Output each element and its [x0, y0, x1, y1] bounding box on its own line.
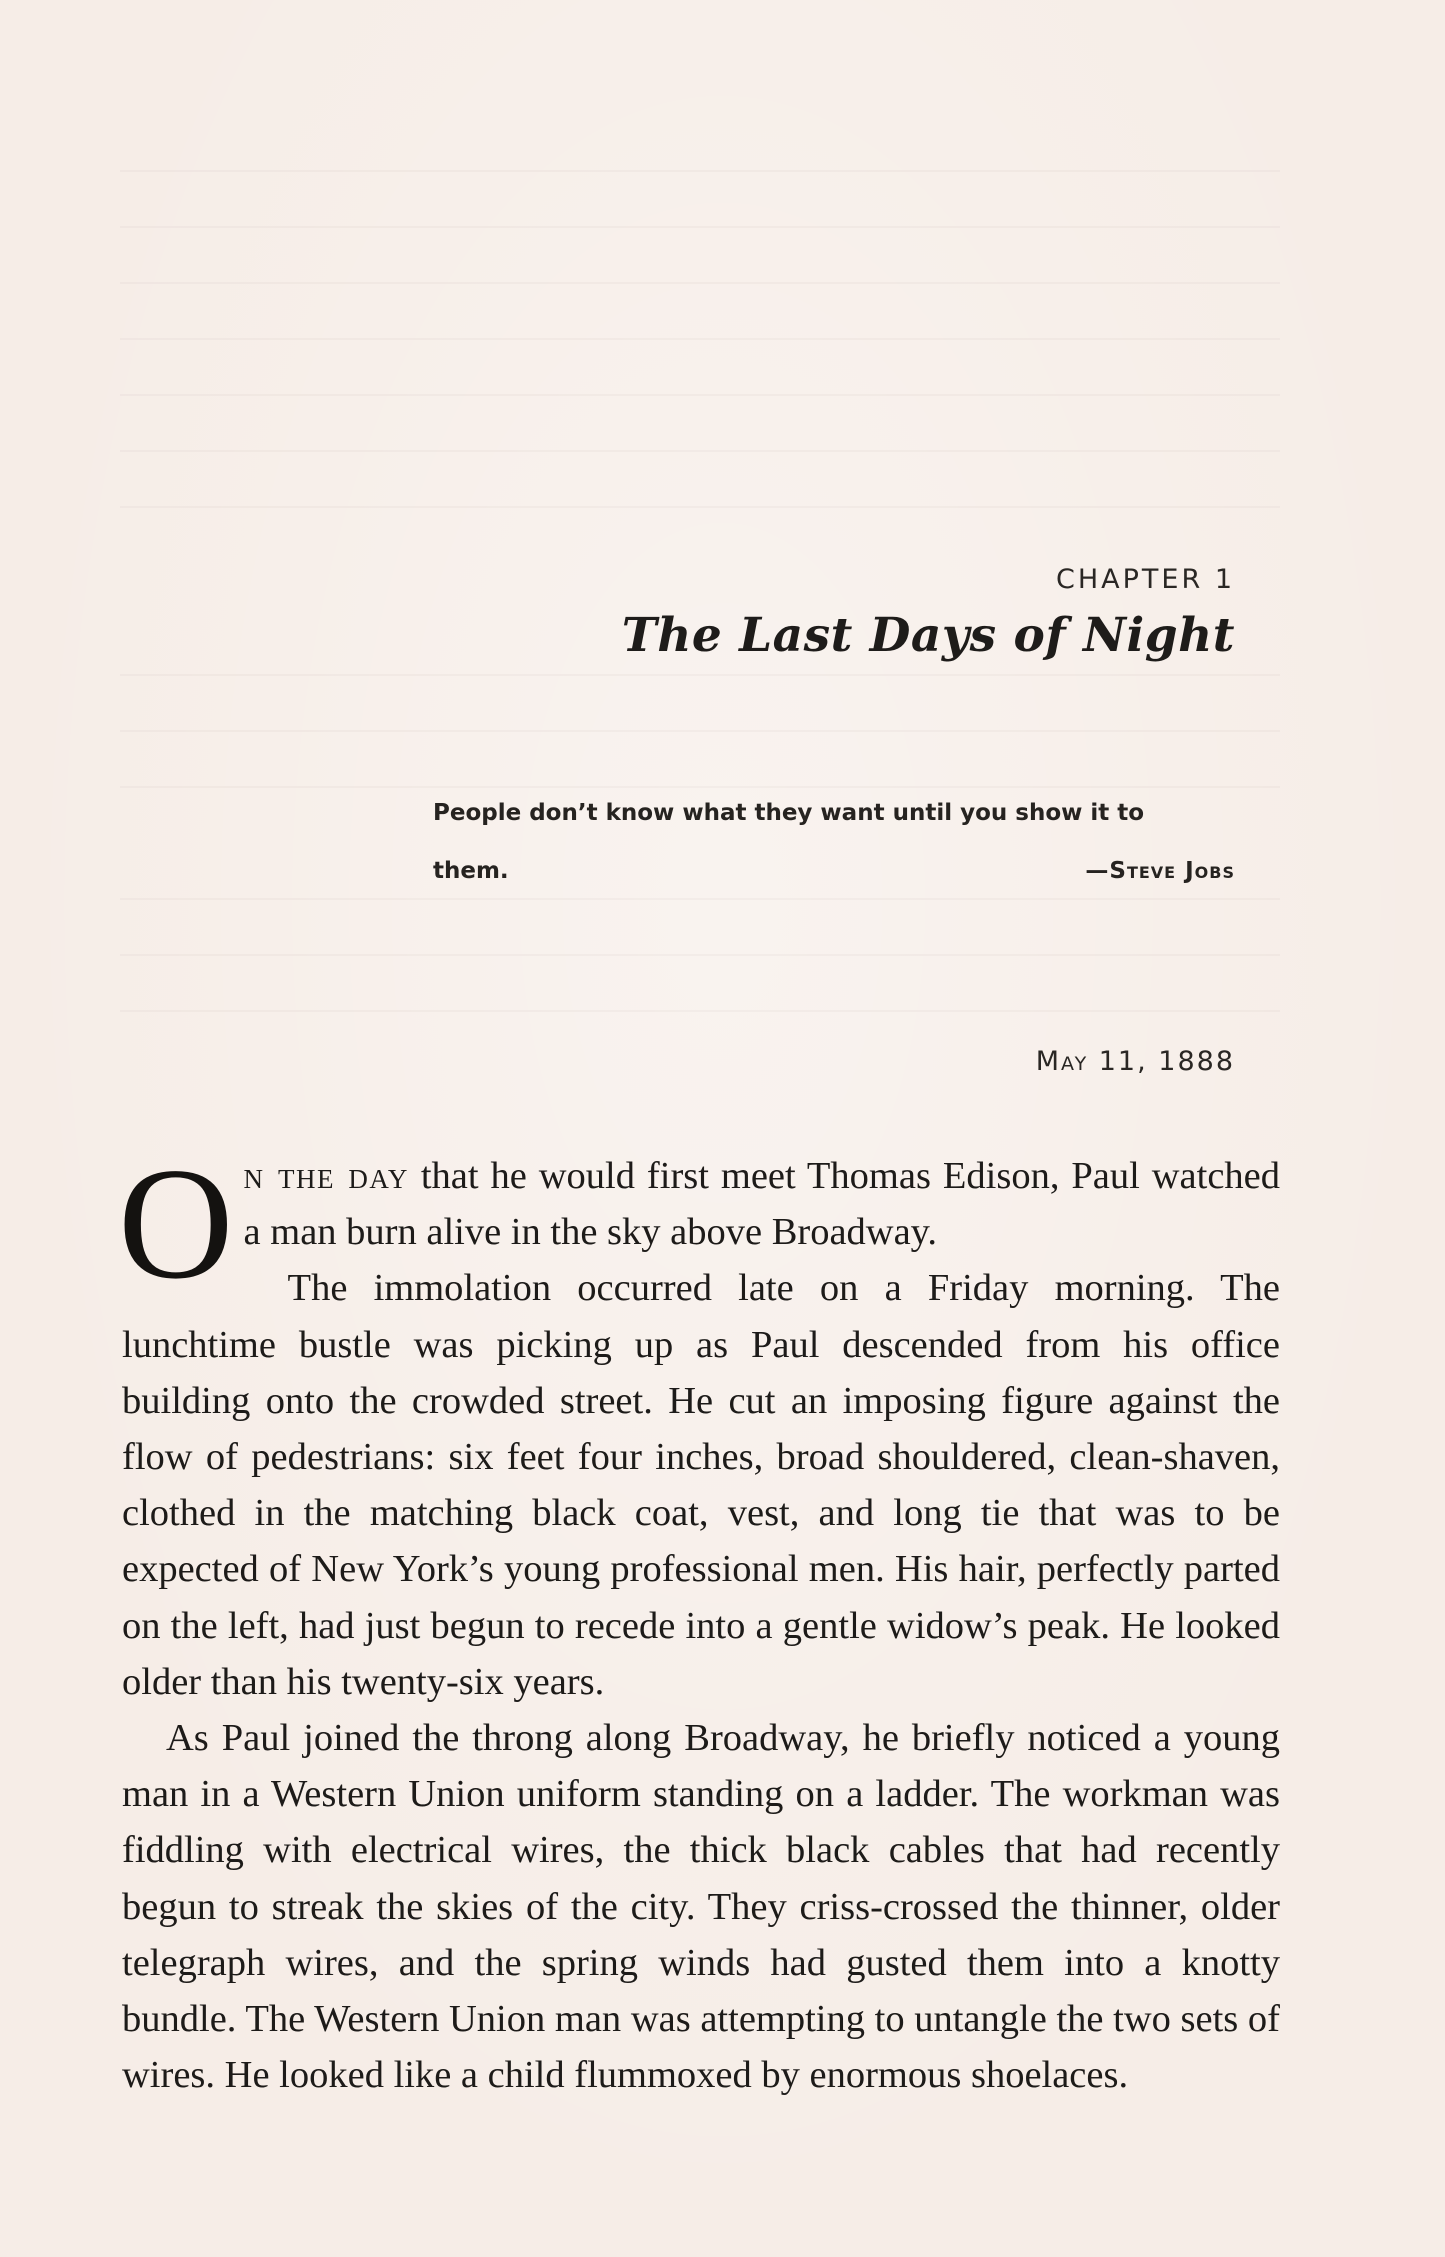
- body-text: [118, 1134, 1281, 2103]
- opening-small-caps: n the day: [243, 1155, 409, 1197]
- paragraph-1: [118, 1134, 1281, 1312]
- paragraph-1-text: that he would first meet Thomas Edison, Paul watched a man burn alive in the sky above Broadway.: [243, 1155, 1281, 1254]
- epigraph-line-2: them.: [433, 858, 509, 884]
- epigraph-attribution: —Steve Jobs: [1085, 858, 1235, 884]
- drop-cap: O: [118, 1134, 234, 1312]
- chapter-date: May 11, 1888: [1035, 1046, 1235, 1077]
- chapter-title: The Last Days of Night: [621, 608, 1235, 663]
- paragraph-3: As Paul joined the throng along Broadway, he briefly noticed a young man in a Western Union uniform standing on a ladder. The workman was fiddling with electrical wires, the thick black cables that had recently begun to streak the skies of the city. They criss-crossed the thinner, older telegraph wires, and the spring winds had gusted them into a knotty bundle. The Western Union man was attempting to untangle the two sets of wires. He looked like a child flummoxed by enormous shoelaces.: [122, 1717, 1280, 2097]
- chapter-label: CHAPTER 1: [1056, 564, 1235, 595]
- epigraph-line-1: People don’t know what they want until you show it to: [433, 800, 1145, 826]
- paragraph-2: The immolation occurred late on a Friday morning. The lunchtime bustle was picking up as Paul descended from his office building onto the crowded street. He cut an imposing figure against the flow of pedestrians: six feet four inches, broad shouldered, clean-shaven, clothed in the matching black coat, vest, and long tie that was to be expected of New York’s young professional men. His hair, perfectly parted on the left, had just begun to recede into a gentle widow’s peak. He looked older than his twenty-six years.: [122, 1267, 1280, 1703]
